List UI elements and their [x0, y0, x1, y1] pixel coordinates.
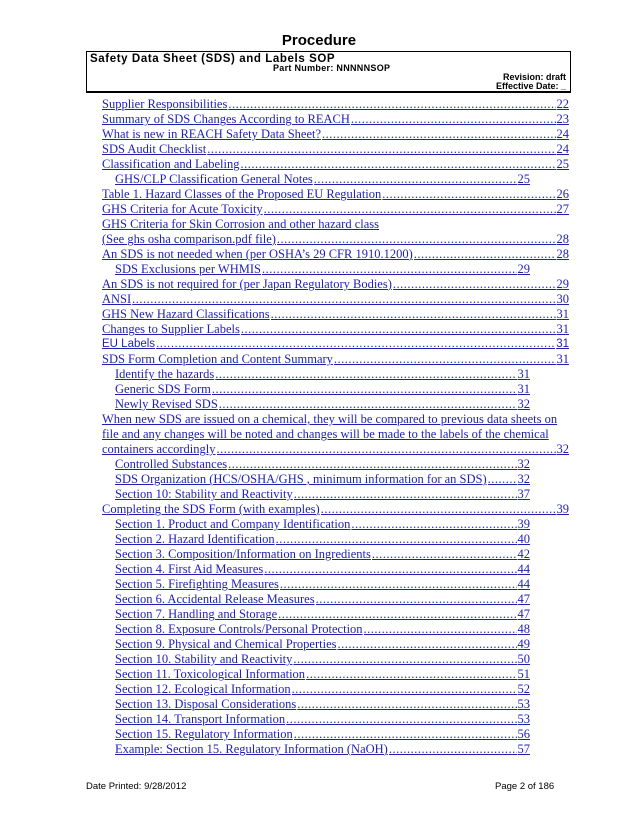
toc-entry[interactable]: Section 2. Hazard Identification ..... 40 — [115, 532, 530, 547]
toc-entry[interactable]: Newly Revised SDS ..... 32 — [115, 397, 530, 412]
toc-entry[interactable]: Section 11. Toxicological Information ..... 51 — [115, 667, 530, 682]
toc-entry[interactable]: Section 13. Disposal Considerations ..... 53 — [115, 697, 530, 712]
toc-entry[interactable]: When new SDS are issued on a chemical, they will be compared to previous data sheets on — [102, 412, 558, 426]
toc-entry[interactable]: file and any changes will be noted and changes will be made to the labels of the chemical — [102, 427, 549, 441]
toc-entry[interactable]: Example: Section 15. Regulatory Information (NaOH) ..... 57 — [115, 742, 530, 757]
footer-page-info: Page 2 of 186 — [495, 781, 555, 792]
part-number: Part Number: NNNNNSOP — [273, 63, 391, 73]
toc-entry[interactable]: Section 4. First Aid Measures ..... 44 — [115, 562, 530, 577]
header-title: Safety Data Sheet (SDS) and Labels SOP — [90, 53, 336, 65]
toc-entry[interactable]: Section 1. Product and Company Identification ..... 39 — [115, 517, 530, 532]
toc-entry[interactable]: Section 10. Stability and Reactivity ..... 50 — [115, 652, 530, 667]
footer-date-printed: Date Printed: 9/28/2012 — [86, 781, 187, 792]
toc-entry[interactable]: Section 6. Accidental Release Measures ..... 47 — [115, 592, 530, 607]
toc-entry[interactable]: Section 9. Physical and Chemical Properties ..... 49 — [115, 637, 530, 652]
toc-entry[interactable]: Changes to Supplier Labels ..... 31 — [102, 322, 569, 337]
toc-entry[interactable]: Table 1. Hazard Classes of the Proposed EU Regulation ..... 26 — [102, 187, 569, 202]
document-title: Procedure — [281, 32, 357, 49]
toc-entry[interactable]: SDS Exclusions per WHMIS ..... 29 — [115, 262, 530, 277]
toc-entry[interactable]: Classification and Labeling ..... 25 — [102, 157, 569, 172]
toc-entry[interactable]: An SDS is not needed when (per OSHA’s 29 CFR 1910.1200) ..... 28 — [102, 247, 569, 262]
toc-entry[interactable]: Supplier Responsibilities ..... 22 — [102, 97, 569, 112]
toc-entry[interactable]: Completing the SDS Form (with examples) ..... 39 — [102, 502, 569, 517]
toc-entry[interactable]: SDS Audit Checklist ..... 24 — [102, 142, 569, 157]
toc-entry[interactable]: An SDS is not required for (per Japan Regulatory Bodies) ..... 29 — [102, 277, 569, 292]
toc-entry[interactable]: GHS Criteria for Skin Corrosion and other hazard class — [102, 217, 380, 231]
toc-entry[interactable]: Section 3. Composition/Information on Ingredients ..... 42 — [115, 547, 530, 562]
toc-entry[interactable]: Controlled Substances ..... 32 — [115, 457, 530, 472]
toc-entry[interactable]: GHS Criteria for Acute Toxicity ..... 27 — [102, 202, 569, 217]
revision: Revision: draft — [502, 72, 566, 82]
toc-entry[interactable]: Section 8. Exposure Controls/Personal Protection ..... 48 — [115, 622, 530, 637]
toc-entry[interactable]: Section 14. Transport Information ..... 53 — [115, 712, 530, 727]
toc-entry[interactable]: GHS/CLP Classification General Notes ..... 25 — [115, 172, 530, 187]
toc-entry[interactable]: Section 12. Ecological Information ..... 52 — [115, 682, 530, 697]
toc-entry[interactable]: What is new in REACH Safety Data Sheet? ..... 24 — [102, 127, 569, 142]
toc-entry[interactable]: Section 7. Handling and Storage ..... 47 — [115, 607, 530, 622]
effective-date: Effective Date: _ — [495, 81, 566, 91]
toc-entry[interactable]: Generic SDS Form ..... 31 — [115, 382, 530, 397]
toc-entry[interactable]: Section 15. Regulatory Information ..... 56 — [115, 727, 530, 742]
toc-entry[interactable]: (See ghs osha comparison.pdf file) ..... 28 — [102, 232, 569, 247]
toc-entry[interactable]: Identify the hazards ..... 31 — [115, 367, 530, 382]
toc-entry[interactable]: Section 10: Stability and Reactivity ..... 37 — [115, 487, 530, 502]
toc-entry[interactable]: containers accordingly ..... 32 — [102, 442, 569, 457]
toc-entry[interactable]: Section 5. Firefighting Measures ..... 44 — [115, 577, 530, 592]
toc-entry[interactable]: SDS Organization (HCS/OSHA/GHS , minimum information for an SDS) ..... 32 — [115, 472, 530, 487]
toc-entry[interactable]: SDS Form Completion and Content Summary ..... 31 — [102, 352, 569, 367]
toc-entry[interactable]: EU Labels ..... 31 — [102, 337, 569, 352]
toc-entry[interactable]: Summary of SDS Changes According to REACH ..... 23 — [102, 112, 569, 127]
toc-entry[interactable]: ANSI ..... 30 — [102, 292, 569, 307]
toc-entry[interactable]: GHS New Hazard Classifications ..... 31 — [102, 307, 569, 322]
